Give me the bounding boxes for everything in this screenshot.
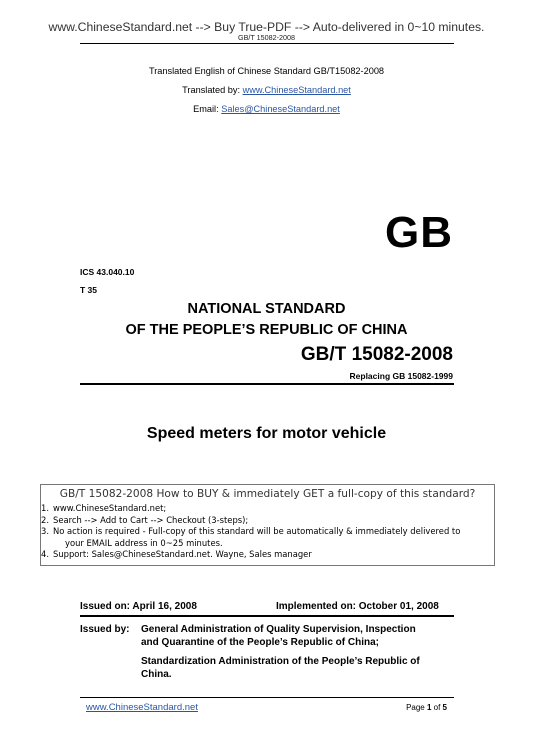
top-banner[interactable]: www.ChineseStandard.net --> Buy True-PDF --> Auto-delivered in 0~10 minutes. [48, 20, 485, 34]
page-of: of [431, 703, 443, 712]
ics-code: ICS 43.040.10 [80, 267, 135, 277]
purchase-info-box [40, 484, 495, 566]
page-total: 5 [442, 703, 447, 712]
page-prefix: Page [406, 703, 427, 712]
translation-note: Translated English of Chinese Standard GB/T15082-2008 [148, 66, 385, 76]
t-code: T 35 [80, 285, 98, 295]
footer-website-link[interactable]: www.ChineseStandard.net [86, 702, 198, 713]
list-item-text[interactable]: www.ChineseStandard.net; [53, 503, 167, 513]
page-indicator [406, 703, 447, 712]
national-standard-heading: NATIONAL STANDARD [187, 301, 346, 317]
translated-by-line [0, 85, 533, 95]
issuing-org-line: and Quarantine of the People’s Republic of China; [141, 637, 379, 648]
list-item-number: 3. [41, 526, 49, 536]
purchase-steps-list [41, 503, 494, 561]
issuing-org-line: China. [141, 669, 172, 680]
issued-on-date: Issued on: April 16, 2008 [80, 601, 197, 612]
document-title: Speed meters for motor vehicle [146, 425, 387, 442]
list-item [41, 515, 494, 527]
email-label: Email: [193, 104, 222, 114]
gb-logo: GB [385, 208, 453, 257]
list-item-text: your EMAIL address in 0~25 minutes. [65, 537, 223, 548]
issuing-org-line: Standardization Administration of the People’s Republic of [141, 656, 420, 667]
replacing-note: Replacing GB 15082-1999 [349, 371, 453, 381]
title-divider [80, 383, 454, 385]
translator-website-link[interactable]: www.ChineseStandard.net [242, 85, 351, 95]
prc-heading: OF THE PEOPLE’S REPUBLIC OF CHINA [125, 322, 408, 338]
list-item-text: Search --> Add to Cart --> Checkout (3-steps); [53, 514, 249, 525]
implemented-on-date: Implemented on: October 01, 2008 [276, 601, 439, 612]
header-standard-code: GB/T 15082-2008 [237, 33, 295, 42]
issuing-org-line: General Administration of Quality Supervision, Inspection [141, 624, 416, 635]
purchase-box-title: GB/T 15082-2008 How to BUY & immediately GET a full-copy of this standard? [59, 488, 476, 500]
list-item-number: 2. [41, 514, 49, 525]
header-divider [80, 43, 454, 44]
list-item [41, 526, 494, 538]
standard-number: GB/T 15082-2008 [300, 344, 453, 365]
list-item-text: No action is required - Full-copy of this standard will be automatically & immediately delivered to [53, 526, 461, 536]
issued-divider [80, 615, 454, 617]
list-item-number [41, 538, 53, 550]
footer-divider [80, 697, 454, 698]
list-item [41, 538, 494, 550]
email-line [0, 104, 533, 114]
sales-email-link[interactable]: Sales@ChineseStandard.net [221, 104, 340, 114]
page-number: 1 [426, 703, 432, 712]
translated-by-label: Translated by: [182, 85, 243, 95]
list-item [41, 503, 494, 515]
list-item [41, 549, 494, 561]
list-item-text[interactable]: Support: Sales@ChineseStandard.net. Wayne, Sales manager [53, 549, 312, 559]
list-item-number: 1. [41, 503, 49, 513]
list-item-number: 4. [41, 549, 49, 559]
issued-by-label: Issued by: [80, 624, 130, 635]
